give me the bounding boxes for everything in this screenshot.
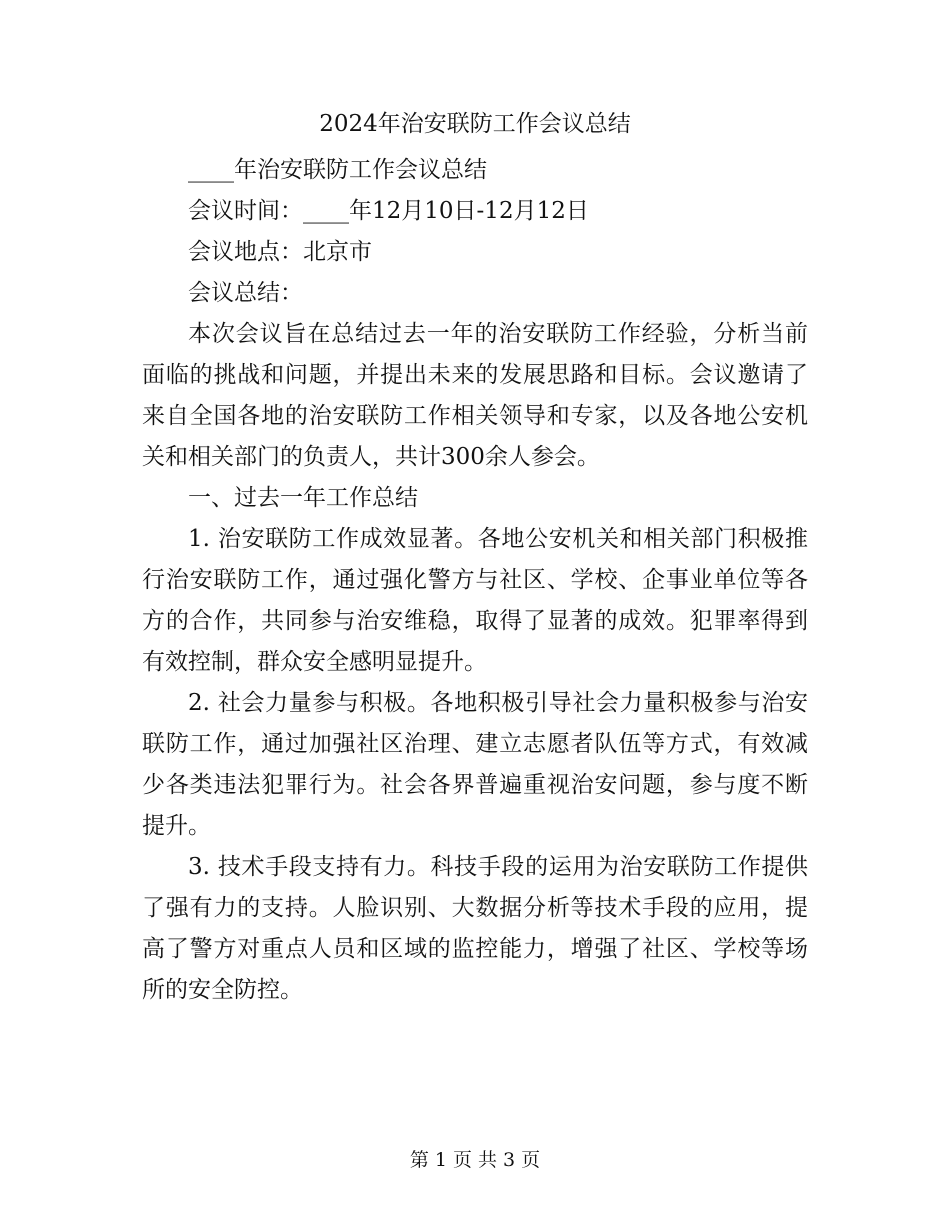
document-body: [142, 150, 808, 1011]
paragraph-meeting-time: 会议时间：____年12月10日-12月12日: [188, 198, 589, 224]
paragraph-heading: ____年治安联防工作会议总结: [188, 157, 487, 183]
paragraph-summary-label: 会议总结：: [188, 280, 303, 306]
paragraph-intro: 本次会议旨在总结过去一年的治安联防工作经验，分析当前面临的挑战和问题，并提出未来的发展思路和目标。会议邀请了来自全国各地的治安联防工作相关领导和专家，以及各地公安机关和相关部门的负责人，共计300余人参会。: [142, 321, 808, 470]
section-heading: 一、过去一年工作总结: [188, 485, 418, 511]
paragraph-item-2: 2. 社会力量参与积极。各地积极引导社会力量积极参与治安联防工作，通过加强社区治理、建立志愿者队伍等方式，有效减少各类违法犯罪行为。社会各界普遍重视治安问题，参与度不断提升。: [142, 690, 808, 839]
document-title: 2024年治安联防工作会议总结: [319, 111, 631, 137]
page-footer: 第 1 页 共 3 页: [409, 1149, 541, 1171]
paragraph-meeting-location: 会议地点：北京市: [188, 239, 372, 265]
paragraph-item-3: 3. 技术手段支持有力。科技手段的运用为治安联防工作提供了强有力的支持。人脸识别、大数据分析等技术手段的应用，提高了警方对重点人员和区域的监控能力，增强了社区、学校等场所的安全防控。: [142, 854, 808, 1003]
paragraph-item-1: 1. 治安联防工作成效显著。各地公安机关和相关部门积极推行治安联防工作，通过强化警方与社区、学校、企事业单位等各方的合作，共同参与治安维稳，取得了显著的成效。犯罪率得到有效控制，群众安全感明显提升。: [142, 526, 808, 675]
